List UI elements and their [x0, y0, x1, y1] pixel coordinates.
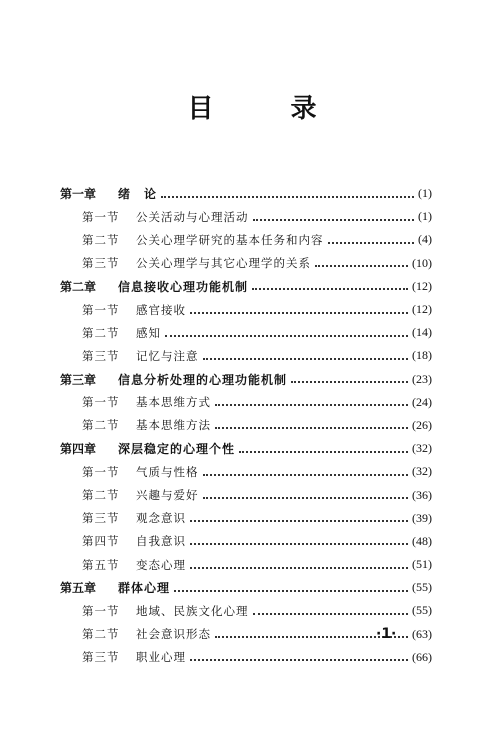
- section-title: 基本思维方法: [136, 418, 211, 433]
- toc-section-row: [60, 321, 432, 344]
- section-number: 第一节: [82, 395, 120, 410]
- section-number: 第一节: [82, 302, 120, 317]
- section-title: 气质与性格: [136, 464, 199, 479]
- section-title: 公关心理学研究的基本任务和内容: [136, 232, 324, 247]
- page-title: 目 录: [187, 94, 351, 124]
- dot-leader: [190, 312, 408, 314]
- page-reference: (26): [412, 417, 432, 432]
- section-number: 第三节: [82, 256, 120, 271]
- section-title: 自我意识: [136, 534, 186, 549]
- toc-chapter-row: [60, 368, 432, 391]
- dot-leader: [174, 590, 408, 592]
- toc-section-row: [60, 483, 432, 506]
- dot-leader: [190, 520, 408, 522]
- dot-leader: [252, 288, 408, 290]
- toc-section-row: [60, 298, 432, 321]
- section-number: 第二节: [82, 325, 120, 340]
- page-reference: (32): [412, 464, 432, 479]
- section-number: 第二节: [82, 418, 120, 433]
- page-number: ·1·: [376, 626, 397, 642]
- section-number: 第五节: [82, 557, 120, 572]
- page-reference: (1): [418, 209, 432, 224]
- chapter-title: 群体心理: [118, 581, 171, 596]
- chapter-number: 第五章: [60, 581, 97, 596]
- page-reference: (39): [412, 510, 432, 525]
- dot-leader: [253, 219, 415, 221]
- section-number: 第一节: [82, 209, 120, 224]
- page-reference: (32): [412, 441, 432, 456]
- section-title: 兴趣与爱好: [136, 488, 199, 503]
- dot-leader: [190, 543, 408, 545]
- page-reference: (66): [412, 649, 432, 664]
- toc-section-row: [60, 507, 432, 530]
- section-title: 职业心理: [136, 650, 186, 665]
- section-title: 公关心理学与其它心理学的关系: [136, 256, 311, 271]
- toc-chapter-row: [60, 576, 432, 599]
- toc-section-row: [60, 391, 432, 414]
- toc-section-row: [60, 228, 432, 251]
- dot-leader: [203, 358, 409, 360]
- chapter-number: 第二章: [60, 279, 97, 294]
- toc-section-row: [60, 344, 432, 367]
- dot-leader: [190, 659, 408, 661]
- page-reference: (14): [412, 325, 432, 340]
- dot-leader: [239, 451, 408, 453]
- dot-leader: [215, 404, 408, 406]
- toc-section-row: [60, 553, 432, 576]
- section-title: 社会意识形态: [136, 627, 211, 642]
- toc-section-row: [60, 599, 432, 622]
- section-title: 感知: [136, 325, 161, 340]
- section-number: 第一节: [82, 464, 120, 479]
- page-reference: (55): [412, 580, 432, 595]
- dot-leader: [203, 474, 409, 476]
- dot-leader: [161, 196, 414, 198]
- toc-section-row: [60, 205, 432, 228]
- section-title: 变态心理: [136, 557, 186, 572]
- dot-leader: [165, 335, 408, 337]
- table-of-contents: [60, 182, 432, 669]
- page-reference: (63): [412, 626, 432, 641]
- section-number: 第三节: [82, 650, 120, 665]
- chapter-number: 第四章: [60, 442, 97, 457]
- dot-leader: [203, 497, 409, 499]
- chapter-number: 第三章: [60, 372, 97, 387]
- dot-leader: [328, 242, 415, 244]
- page-reference: (12): [412, 302, 432, 317]
- page-reference: (36): [412, 487, 432, 502]
- chapter-title: 深层稳定的心理个性: [118, 442, 236, 457]
- page-reference: (24): [412, 394, 432, 409]
- chapter-title: 绪 论: [118, 187, 158, 202]
- section-title: 感官接收: [136, 302, 186, 317]
- section-title: 公关活动与心理活动: [136, 209, 249, 224]
- page-reference: (4): [418, 232, 432, 247]
- chapter-title: 信息接收心理功能机制: [118, 279, 249, 294]
- section-title: 地域、民族文化心理: [136, 603, 249, 618]
- section-number: 第一节: [82, 603, 120, 618]
- section-title: 观念意识: [136, 511, 186, 526]
- section-number: 第四节: [82, 534, 120, 549]
- dot-leader: [190, 567, 408, 569]
- dot-leader: [291, 381, 408, 383]
- toc-chapter-row: [60, 182, 432, 205]
- dot-leader: [253, 613, 409, 615]
- page-reference: (48): [412, 533, 432, 548]
- toc-chapter-row: [60, 275, 432, 298]
- chapter-title: 信息分析处理的心理功能机制: [118, 372, 288, 387]
- section-number: 第二节: [82, 232, 120, 247]
- section-title: 记忆与注意: [136, 348, 199, 363]
- toc-section-row: [60, 530, 432, 553]
- page-reference: (55): [412, 603, 432, 618]
- dot-leader: [315, 265, 408, 267]
- section-number: 第二节: [82, 627, 120, 642]
- page-reference: (18): [412, 348, 432, 363]
- page-reference: (10): [412, 255, 432, 270]
- page-reference: (51): [412, 557, 432, 572]
- toc-section-row: [60, 460, 432, 483]
- toc-section-row: [60, 252, 432, 275]
- toc-section-row: [60, 646, 432, 669]
- section-number: 第三节: [82, 348, 120, 363]
- chapter-number: 第一章: [60, 187, 97, 202]
- section-number: 第二节: [82, 488, 120, 503]
- section-number: 第三节: [82, 511, 120, 526]
- page-reference: (23): [412, 371, 432, 386]
- page-reference: (1): [418, 186, 432, 201]
- toc-chapter-row: [60, 437, 432, 460]
- page-reference: (12): [412, 278, 432, 293]
- section-title: 基本思维方式: [136, 395, 211, 410]
- toc-section-row: [60, 414, 432, 437]
- dot-leader: [215, 427, 408, 429]
